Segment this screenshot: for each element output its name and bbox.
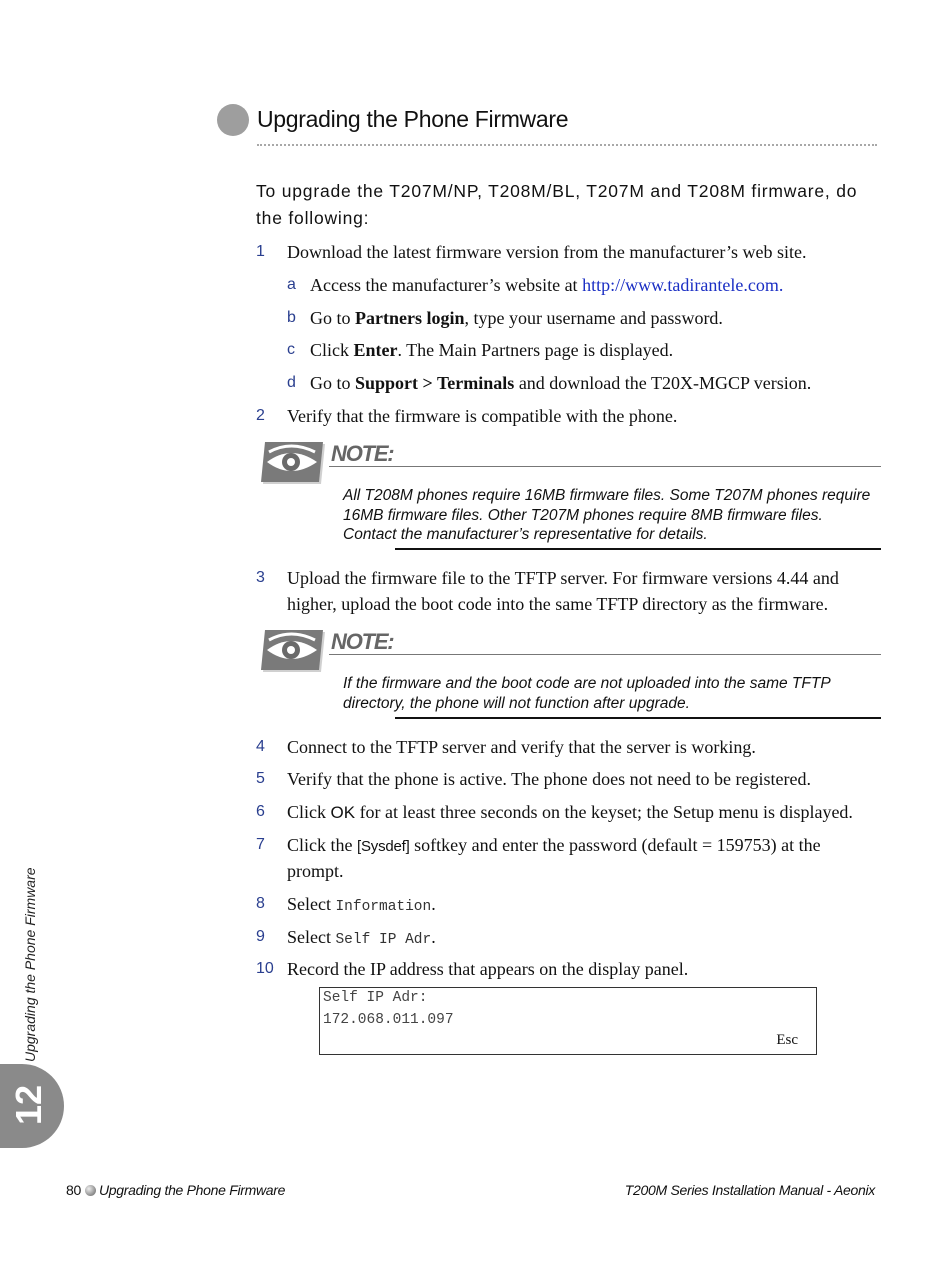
step-text-part: Click	[287, 802, 331, 822]
step-number: 2	[256, 407, 265, 424]
step-text	[287, 924, 436, 953]
substep-letter: b	[287, 309, 296, 326]
substep-text-part: Access the manufacturer’s website at	[310, 275, 583, 295]
footer-bullet-icon	[85, 1185, 96, 1196]
step-text-part: softkey and enter the password (default = 159753) at the	[409, 835, 821, 855]
footer-manual-title: T200M Series Installation Manual - Aeonix	[624, 1182, 875, 1198]
step-text-part: .	[431, 894, 436, 914]
note-bottom-rule	[395, 717, 881, 719]
step-number: 4	[256, 738, 265, 755]
footer-section-title: Upgrading the Phone Firmware	[98, 1182, 286, 1198]
step-text: Upload the firmware file to the TFTP server. For firmware versions 4.44 and higher, upload the boot code into the same TFTP directory as the firmware.	[287, 568, 839, 614]
note-line: directory, the phone will not function after upgrade.	[343, 694, 690, 712]
step-number: 7	[256, 836, 265, 853]
substep-text	[310, 370, 811, 396]
page-number: 80	[66, 1182, 81, 1198]
note-divider	[329, 466, 881, 467]
intro-paragraph: To upgrade the T207M/NP, T208M/BL, T207M and T208M firmware, do the following:	[256, 181, 858, 228]
substep-text-part: , type your username and password.	[464, 308, 723, 328]
note-text	[343, 486, 883, 545]
substep-letter: c	[287, 341, 295, 358]
step-number: 8	[256, 895, 265, 912]
step-number: 10	[256, 960, 274, 977]
substep-letter: a	[287, 276, 296, 293]
sysdef-softkey: [Sysdef]	[357, 838, 410, 855]
step-text: Verify that the firmware is compatible with the phone.	[287, 406, 678, 426]
display-line: Self IP Adr:	[323, 990, 428, 1006]
step-number: 1	[256, 243, 265, 260]
note-line: 16MB firmware files. Other T207M phones require 8MB firmware files.	[343, 506, 823, 524]
note-line: If the firmware and the boot code are not uploaded into the same TFTP	[343, 675, 831, 692]
note-box	[261, 630, 881, 722]
note-divider	[329, 654, 881, 655]
step-number: 3	[256, 569, 265, 586]
ok-key: OK	[330, 803, 356, 822]
note-line: All T208M phones require 16MB firmware files. Some T207M phones require	[343, 487, 871, 504]
step-text: Record the IP address that appears on the display panel.	[287, 959, 689, 979]
substep-text	[310, 337, 673, 363]
footer-left	[66, 1182, 285, 1198]
note-text	[343, 674, 883, 713]
menu-item-information: Information	[335, 899, 432, 915]
substep-text-part: . The Main Partners page is displayed.	[397, 340, 674, 360]
step-text-part: for at least three seconds on the keyset; the Setup menu is displayed.	[355, 802, 853, 822]
substep-text-part: and download the T20X-MGCP version.	[514, 373, 812, 393]
step-number: 6	[256, 803, 265, 820]
heading-bullet-icon	[217, 104, 249, 136]
note-line: Contact the manufacturer’s representative for details.	[343, 526, 708, 543]
step-text	[287, 832, 821, 860]
eye-icon	[261, 630, 327, 674]
step-text-part: .	[431, 927, 436, 947]
step-text: Verify that the phone is active. The phone does not need to be registered.	[287, 769, 812, 789]
step-text-part: Click the	[287, 835, 357, 855]
step-number: 9	[256, 928, 265, 945]
chapter-number: 12	[8, 1084, 49, 1125]
note-label: NOTE:	[331, 629, 394, 654]
side-tab-label: Upgrading the Phone Firmware	[22, 867, 38, 1062]
step-text-part: Select	[287, 927, 336, 947]
substep-text	[310, 272, 783, 298]
substep-text-part: Go to	[310, 308, 355, 328]
substep-bold: Support > Terminals	[355, 373, 515, 393]
note-box	[261, 442, 881, 554]
substep-text	[310, 305, 723, 331]
substep-letter: d	[287, 374, 296, 391]
substep-text-part: Click	[310, 340, 354, 360]
substep-text-part: Go to	[310, 373, 355, 393]
step-text	[287, 891, 436, 920]
substep-bold: Enter	[353, 340, 398, 360]
display-panel	[319, 987, 817, 1055]
page-title: Upgrading the Phone Firmware	[257, 106, 569, 132]
menu-item-self-ip-adr: Self IP Adr	[335, 932, 432, 948]
step-text: Connect to the TFTP server and verify that the server is working.	[287, 737, 756, 757]
title-divider	[257, 144, 877, 146]
substep-bold: Partners login	[355, 308, 465, 328]
step-text-part: Select	[287, 894, 336, 914]
step-text: Download the latest firmware version from the manufacturer’s web site.	[287, 242, 807, 262]
note-bottom-rule	[395, 548, 881, 550]
manufacturer-link[interactable]: http://www.tadirantele.com.	[582, 275, 784, 295]
step-number: 5	[256, 770, 265, 787]
eye-icon	[261, 442, 327, 486]
display-ip-address: 172.068.011.097	[323, 1012, 454, 1028]
esc-softkey: Esc	[776, 1032, 798, 1048]
note-label: NOTE:	[331, 441, 394, 466]
step-text-continued: prompt.	[287, 861, 344, 881]
step-text	[287, 799, 853, 826]
